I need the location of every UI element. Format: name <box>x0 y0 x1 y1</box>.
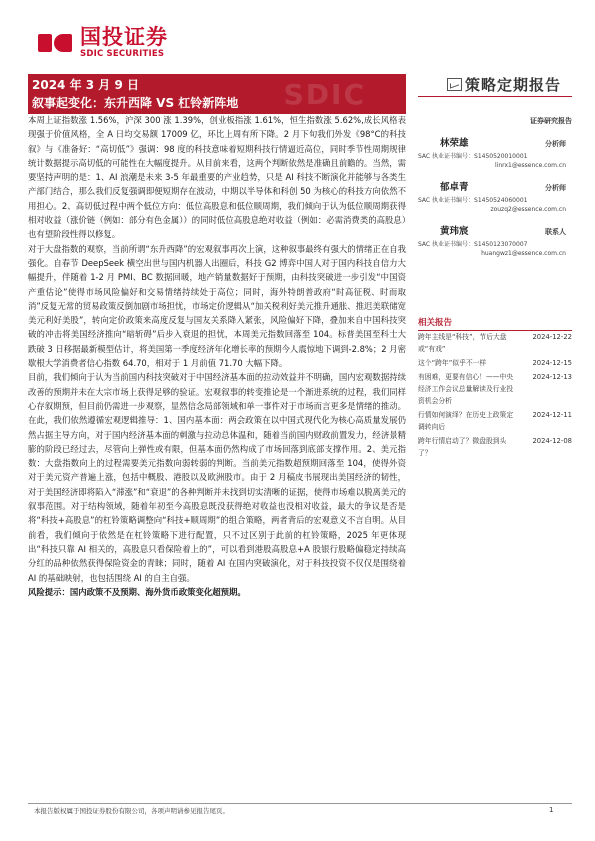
analyst-email[interactable]: zouzq2@essence.com.cn <box>490 206 566 213</box>
related-report[interactable] <box>418 409 572 433</box>
analyst-card <box>418 139 572 170</box>
related-report-date: 2024-12-11 <box>532 411 572 419</box>
analyst-name: 黄玮宸 <box>440 226 469 237</box>
page-number: 1 <box>549 806 554 814</box>
banner-watermark: SDIC <box>283 78 366 111</box>
paragraph-1: 本周上证指数涨 1.56%，沪深 300 涨 1.39%，创业板指涨 1.61%，恒生指数涨 5.62%,成长风格表现强于价值风格，全 A 日均交易额 17009 亿，环比上周有所下降。2 月下旬我们外发《98°C的科技叙》与《准备好：“高切低”》强调：98 度的科技意味着短期科技行情逼近高位，同时季节性周期规律统计数据提示高切低的可能性在大幅度提升。从目前来看，这两个判断依然是准确且前瞻的。当然，需要坚持声明的是：1、AI 浪潮是未来 3-5 年最重要的产业趋势，只是 AI 科技不断演化并能够与各类生产部门结合，那么我们反复强调即便短期存在波动，中期以半导体和科创 50 为核心的科技方向依然不用担心。2、高切低过程中两个低位方向：低位高股息和低位顺周期，我们倾向于认为低位顺周期获得相对收益（涨价链（例如：部分有色金属））的同时低位高股息绝对收益（例如：必需消费类的高股息）也有望阶段性得以修复。 <box>28 115 406 240</box>
analyst-cert: SAC 执业证书编号：S1450520010001 <box>418 153 528 160</box>
logo-mark-icon <box>38 32 76 54</box>
related-report[interactable] <box>418 435 572 459</box>
related-report-title[interactable]: 行情如何演绎？在历史上政策定调转向后 <box>418 411 514 431</box>
footer-disclaimer: 本报告版权属于国投证券股份有限公司，各项声明请参见报告尾页。 <box>34 807 229 815</box>
department-label: 证券研究报告 <box>530 117 572 125</box>
related-report-date: 2024-12-22 <box>532 333 572 341</box>
company-logo <box>38 26 168 59</box>
analyst-role: 分析师 <box>545 140 566 148</box>
paragraph-3: 目前，我们倾向于认为当前国内科技突破对于中国经济基本面的拉动效益并不明确，国内宏观数据持续改善的预期并未在大宗市场上获得足够的验证。宏观叙事的转变推论是一个渐进系统的过程，我们同样心存叙期预，但目前仍需进一步观察，显然信念局部领域和单一事件对于市场而言更多是情绪的推动。在此，我们依然遵循宏观逻辑推导：1、国内基本面：两会政策在以中国式现代化为核心高质量发展仍然占据主导方向，对于国内经济基本面的刺激与拉动总体温和，随着当前国内财政前置发力，经济景精膨的阶段已经过去，尽管向上弹性或有限，但基本面仍然构成了市场回落到底部支撑作用。2、美元指数：大盘指数向上的过程需要美元指数向弱转弱的判断。当前美元指数超预期回落至 104，使得外资对于美元资产普遍上涨，包括中概股、港股以及欧洲股市。由于 2 月稿皮书展现出美国经济的韧性，对于美国经济即将陷入“滞涨”和“衰退”的各种判断并未找到切实清晰的证据，使得市场难以脱离美元的叙事范围。对于结构领域，随着年初至今高股息既没获得绝对收益也没相对收益，最大的争议是否是将“科技+高股息”的杠铃策略调整向“科技+顺周期”的组合策略，两者背后的宏观意义不言自明。从目前看，我们倾向于依然是在杠铃策略下进行配置，只不过区别于此前的杠铃策略，2025 年更体现出“科技只靠 AI 相关的，高股息只看保险着上的”，可以看到港股高股息+A 股银行股略偏稳定持续高分红的品种依然获得保险资金的青睐；同时，随着 AI 在国内突破演化，对于科技投资不仅仅是围绕着 AI 的基础映射，也包括围绕 AI 的自主自强。 <box>28 372 406 583</box>
related-report-title[interactable]: 这个“跨年”似乎不一样 <box>418 359 487 367</box>
analyst-name: 郁卓青 <box>440 182 469 193</box>
report-date: 2024 年 3 月 9 日 <box>32 78 139 92</box>
analyst-name: 林荣雄 <box>440 138 469 149</box>
related-report-date: 2024-12-15 <box>532 359 572 367</box>
risk-warning: 风险提示：国内政策不及预期、海外货币政策变化超预期。 <box>28 586 246 597</box>
chart-icon <box>447 78 462 91</box>
analyst-card <box>418 183 572 214</box>
analyst-card <box>418 227 572 258</box>
related-report[interactable] <box>418 371 572 407</box>
divider <box>418 96 572 97</box>
title-banner <box>28 74 406 114</box>
sidebar <box>418 104 572 461</box>
report-type-label: 策略定期报告 <box>465 76 562 94</box>
report-type <box>447 74 561 95</box>
analyst-role: 联系人 <box>545 228 566 236</box>
analyst-email[interactable]: linrx1@essence.com.cn <box>495 162 566 169</box>
report-title: 叙事起变化：东升西降 VS 杠铃新阵地 <box>32 96 239 110</box>
related-report-title[interactable]: 跨年行情启动了？微盘股到头了？ <box>418 437 507 457</box>
related-reports-heading: 相关报告 <box>418 316 572 331</box>
related-report[interactable] <box>418 357 572 369</box>
related-report-date: 2024-12-13 <box>532 373 572 381</box>
analyst-email[interactable]: huangwz1@essence.com.cn <box>481 250 566 257</box>
related-report[interactable] <box>418 331 572 355</box>
analyst-role: 分析师 <box>545 184 566 192</box>
analyst-cert: SAC 执业证书编号：S1450524060001 <box>418 197 528 204</box>
analyst-cert: SAC 执业证书编号：S1450123070007 <box>418 241 528 248</box>
logo-name-en: SDIC SECURITIES <box>80 49 165 59</box>
footer-divider <box>28 803 572 804</box>
related-report-title[interactable]: 有困难，更要有信心！——中央经济工作会议总量解读及行业投资机会分析 <box>418 373 514 405</box>
logo-name-cn: 国投证券 <box>80 25 168 49</box>
paragraph-2: 对于大盘指数的观察，当前所谓“东升西降”的宏观叙事再次上演，这种叙事最终有强大的情绪正在自我强化。自春节 DeepSeek 横空出世与国内机器人出圈后，科技 G2 博弈中国人对于国内科技自信力大幅提升，伴随着 1-2 月 PMI、BC 数据回暖，地产销量数据好于预期，由科技突破进一步引发“中国资产重估论”使得市场风险偏好和交易情绪持续处于高位；同时，海外特朗普政府“时高征税、时而取消”反复无常的贸易政策反倒加剧市场担忧，市场定价逻辑从“加关税利好美元推升通胀、推迟美联储宽美元利好美股”，转向定价政策来高度反复与国友关系降入紧张，风险偏好下降，叠加来自中国科技突破的冲击将美国经济推向“暗斩碍”后步入衰退的担忧，本周美元指数回落至 104。标普美国至科士大跌破 3 日移据最新模型估计，将美国第一季度经济年化增长率的预期今人震惊地下调到-2.8%；2 月密歇根大学消费者信心指数 64.70，相对于 1 月前值 71.70 大幅下降。 <box>28 243 406 369</box>
report-body <box>28 113 406 599</box>
related-report-title[interactable]: 跨年主线是“科技”，节后大盘或“有戏” <box>418 333 507 353</box>
related-report-date: 2024-12-08 <box>532 437 572 445</box>
